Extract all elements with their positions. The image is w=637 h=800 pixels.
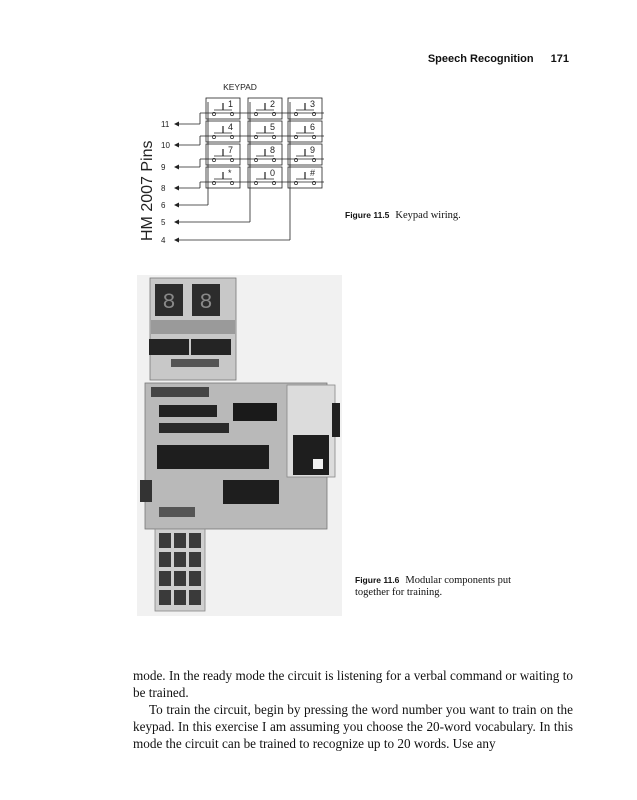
photo-keypad-button <box>189 590 201 605</box>
keypad-board <box>155 529 205 611</box>
pin-number: 9 <box>161 163 166 172</box>
keypad-key <box>206 144 240 165</box>
pin-number: 5 <box>161 218 166 227</box>
figure-label: Figure 11.6 <box>355 575 400 585</box>
figure-label: Figure 11.5 <box>345 210 390 220</box>
keypad-key-label: 6 <box>310 122 316 132</box>
keypad-key-label: 1 <box>228 99 234 109</box>
photo-keypad-button <box>174 533 186 548</box>
photo-keypad-button <box>159 590 171 605</box>
keypad-key <box>206 98 240 119</box>
keypad-key-label: 7 <box>228 145 234 155</box>
keypad-key-label: 5 <box>270 122 276 132</box>
running-header <box>428 53 569 65</box>
display-board <box>149 278 236 380</box>
photo-keypad-button <box>159 571 171 586</box>
pin-number: 10 <box>161 141 170 150</box>
keypad-key <box>288 167 322 188</box>
keypad-key-label: 0 <box>270 168 276 178</box>
keypad-key-label: 9 <box>310 145 316 155</box>
page-number: 171 <box>550 53 569 65</box>
svg-text:8: 8 <box>162 290 176 315</box>
photo-keypad-button <box>174 590 186 605</box>
pin-number: 4 <box>161 236 166 245</box>
keypad-wiring-diagram <box>128 78 338 248</box>
photo-keypad-button <box>189 533 201 548</box>
keypad-key <box>248 167 282 188</box>
caption-text: Modular components put together for training. <box>355 575 511 598</box>
caption-text: Keypad wiring. <box>395 210 461 221</box>
keypad-key <box>288 144 322 165</box>
keypad-key-label: * <box>228 168 232 178</box>
modular-components-photo <box>137 275 342 616</box>
photo-keypad-button <box>159 552 171 567</box>
keypad-key <box>248 144 282 165</box>
photo-keypad-button <box>189 571 201 586</box>
figure-11-5-caption <box>345 209 461 222</box>
main-board <box>140 383 340 529</box>
keypad-label: KEYPAD <box>223 82 257 92</box>
hm2007-pins-label: HM 2007 Pins <box>139 140 156 241</box>
keypad-key <box>206 121 240 142</box>
keypad-key <box>248 121 282 142</box>
pin-numbers <box>161 120 170 245</box>
paragraph-2: To train the circuit, begin by pressing the word number you want to train on the keypad. In this exercise I am assuming you choose the 20-word vocabulary. In this mode the circuit can be trained to recognize up to 20 words. Use any <box>133 702 573 751</box>
photo-keypad-button <box>159 533 171 548</box>
keypad-key <box>288 121 322 142</box>
photo-keypad-button <box>174 552 186 567</box>
keypad-key <box>248 98 282 119</box>
pin-number: 8 <box>161 184 166 193</box>
svg-text:8: 8 <box>199 290 213 315</box>
keypad-key <box>288 98 322 119</box>
figure-11-6-caption <box>355 574 515 599</box>
chapter-title: Speech Recognition <box>427 53 534 65</box>
keypad-key-label: 8 <box>270 145 276 155</box>
pin-number: 11 <box>161 120 170 129</box>
keypad-key-label: # <box>310 168 316 178</box>
keypad-key <box>206 167 240 188</box>
keypad-keys <box>206 98 322 188</box>
photo-keypad-button <box>174 571 186 586</box>
keypad-key-label: 3 <box>310 99 316 109</box>
keypad-key-label: 4 <box>228 122 234 132</box>
photo-keypad-button <box>189 552 201 567</box>
keypad-wires <box>174 102 324 243</box>
body-text <box>133 667 573 752</box>
pin-number: 6 <box>161 201 166 210</box>
keypad-key-label: 2 <box>270 99 276 109</box>
paragraph-1: mode. In the ready mode the circuit is listening for a verbal command or waiting to be trained. <box>133 668 573 700</box>
